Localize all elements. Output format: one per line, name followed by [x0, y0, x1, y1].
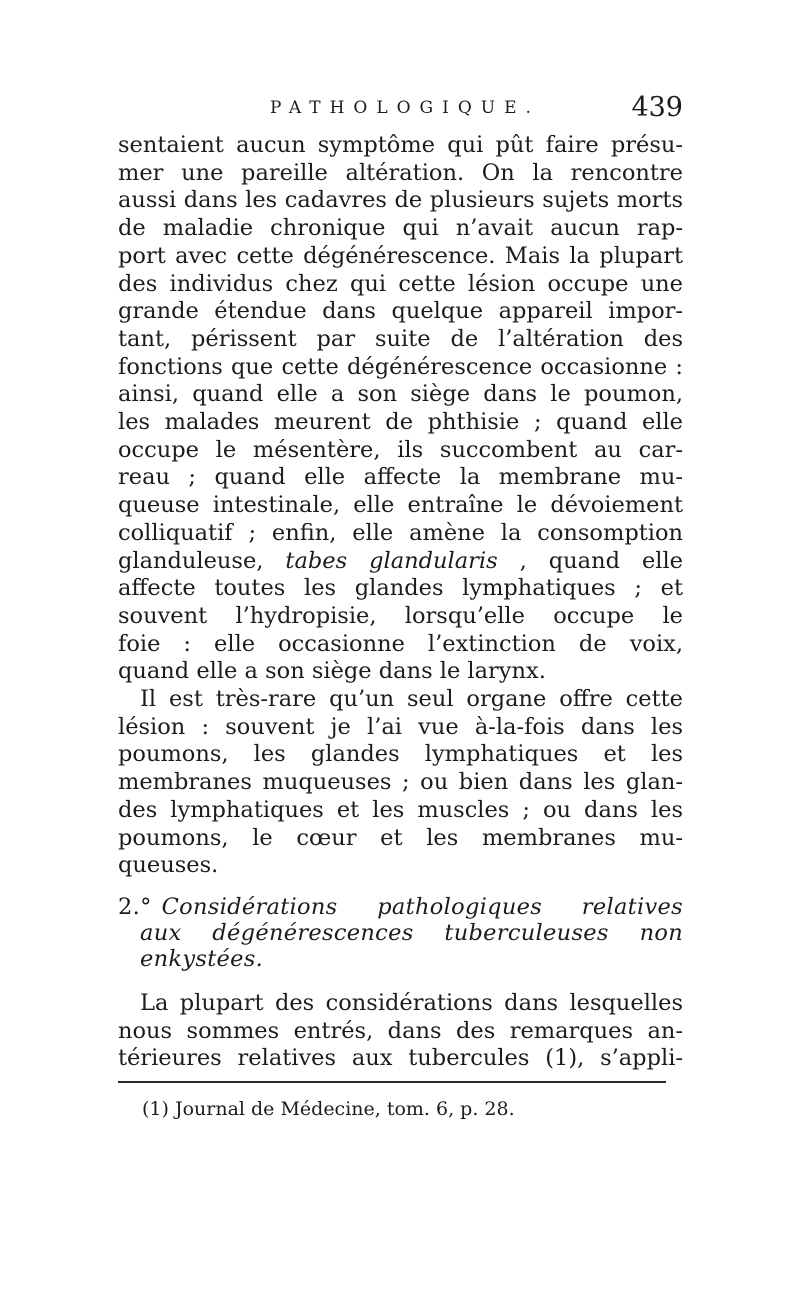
- text-line: des individus chez qui cette lésion occupe une: [118, 270, 683, 297]
- text-line: queuse intestinale, elle entraîne le dévoiement: [118, 492, 683, 519]
- section-title-line: Considérations pathologiques relatives: [161, 893, 683, 920]
- section-title-line: aux dégénérescences tuberculeuses non: [140, 919, 683, 946]
- text-line: fonctions que cette dégénérescence occasionne :: [118, 353, 683, 380]
- text-line: port avec cette dégénérescence. Mais la plupart: [118, 242, 683, 269]
- text-line-with-latin-term: [118, 548, 683, 576]
- text-line: foie : elle occasionne l’extinction de voix,: [118, 630, 683, 657]
- text-segment: , quand elle: [519, 547, 683, 574]
- page-header: [118, 92, 683, 132]
- footnote: (1) Journal de Médecine, tom. 6, p. 28.: [142, 1098, 515, 1121]
- text-line: térieures relatives aux tubercules (1), s’appli-: [118, 1045, 683, 1072]
- text-line: lésion : souvent je l’ai vue à-la-fois dans les: [118, 713, 683, 740]
- text-line: souvent l’hydropisie, lorsqu’elle occupe le: [118, 602, 683, 629]
- text-line: mer une pareille altération. On la rencontre: [118, 159, 683, 186]
- text-line: les malades meurent de phthisie ; quand elle: [118, 409, 683, 436]
- section-heading-line: [118, 894, 683, 920]
- text-line: affecte toutes les glandes lymphatiques ; et: [118, 575, 683, 602]
- text-line: poumons, les glandes lymphatiques et les: [118, 741, 683, 768]
- section-title-line: enkystées.: [140, 945, 264, 972]
- text-line: La plupart des considérations dans lesquelles: [140, 989, 683, 1016]
- text-line: aussi dans les cadavres de plusieurs sujets morts: [118, 187, 683, 214]
- text-line: des lymphatiques et les muscles ; ou dans les: [118, 796, 683, 823]
- text-line: grande étendue dans quelque appareil impor-: [118, 298, 683, 325]
- main-text: [118, 132, 683, 1073]
- latin-term: tabes glandularis: [285, 547, 498, 574]
- spacer: [118, 972, 683, 990]
- paragraph-3: [118, 990, 683, 1073]
- text-line: de maladie chronique qui n’avait aucun rap-: [118, 215, 683, 242]
- text-segment: glanduleuse,: [118, 547, 264, 574]
- text-line: Il est très-rare qu’un seul organe offre cette: [140, 686, 683, 713]
- paragraph-1: [118, 132, 683, 686]
- book-page: [118, 92, 683, 1121]
- text-line: membranes muqueuses ; ou bien dans les glan-: [118, 769, 683, 796]
- text-line: sentaient aucun symptôme qui pût faire présu-: [118, 132, 683, 158]
- section-heading: [118, 894, 683, 972]
- text-line: poumons, le cœur et les membranes mu-: [118, 824, 683, 851]
- page-number: 439: [631, 92, 683, 123]
- text-line: queuses.: [118, 852, 219, 879]
- footnote-rule: [118, 1081, 666, 1083]
- text-line: quand elle a son siège dans le larynx.: [118, 658, 546, 685]
- text-line: nous sommes entrés, dans des remarques an-: [118, 1017, 683, 1044]
- paragraph-2: [118, 686, 683, 880]
- text-line: reau ; quand elle affecte la membrane mu-: [118, 464, 683, 491]
- text-line: occupe le mésentère, ils succombent au car-: [118, 436, 683, 463]
- section-number: 2.°: [118, 893, 152, 920]
- text-line: colliquatif ; enfin, elle amène la consomption: [118, 519, 683, 546]
- text-line: tant, périssent par suite de l’altération des: [118, 325, 683, 352]
- text-line: ainsi, quand elle a son siège dans le poumon,: [118, 381, 683, 408]
- running-title: PATHOLOGIQUE.: [270, 98, 540, 118]
